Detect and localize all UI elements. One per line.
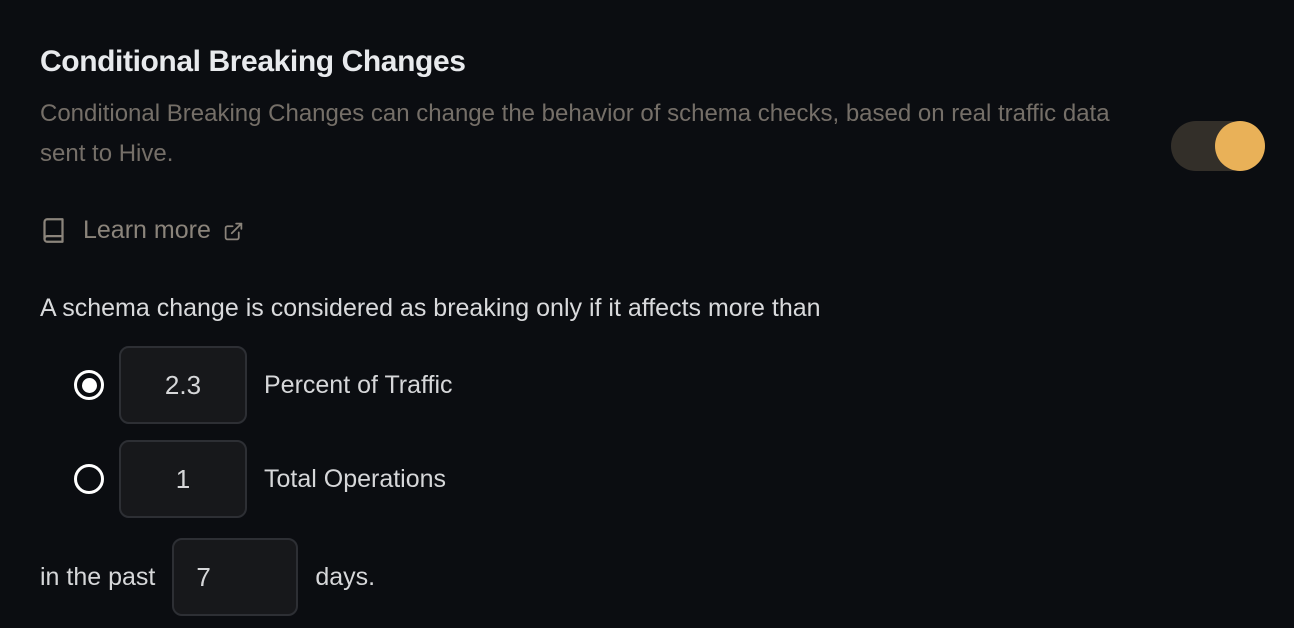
section-title: Conditional Breaking Changes	[40, 45, 466, 78]
percent-of-traffic-label: Percent of Traffic	[264, 370, 453, 399]
total-operations-input[interactable]	[119, 440, 247, 518]
toggle-knob-icon	[1215, 121, 1265, 171]
conditional-breaking-changes-toggle[interactable]	[1171, 121, 1255, 171]
percent-of-traffic-radio[interactable]	[74, 370, 104, 400]
total-operations-row	[40, 440, 1294, 518]
section-description: Conditional Breaking Changes can change the behavior of schema checks, based on real traffic data sent to Hive.	[40, 100, 1110, 167]
external-link-icon	[211, 219, 244, 242]
period-suffix: days.	[315, 562, 376, 591]
percent-of-traffic-input[interactable]	[119, 346, 247, 424]
percent-of-traffic-row	[40, 346, 1294, 424]
book-icon	[40, 216, 83, 245]
learn-more-link[interactable]	[40, 216, 244, 245]
period-row	[40, 538, 1294, 616]
total-operations-label: Total Operations	[264, 464, 447, 493]
header-row	[40, 80, 1294, 174]
period-days-input[interactable]	[172, 538, 298, 616]
threshold-options	[40, 346, 1294, 518]
threshold-intro-text: A schema change is considered as breaking only if it affects more than	[40, 294, 821, 322]
learn-more-label: Learn more	[83, 216, 211, 244]
total-operations-radio[interactable]	[74, 464, 104, 494]
period-prefix: in the past	[40, 562, 156, 591]
